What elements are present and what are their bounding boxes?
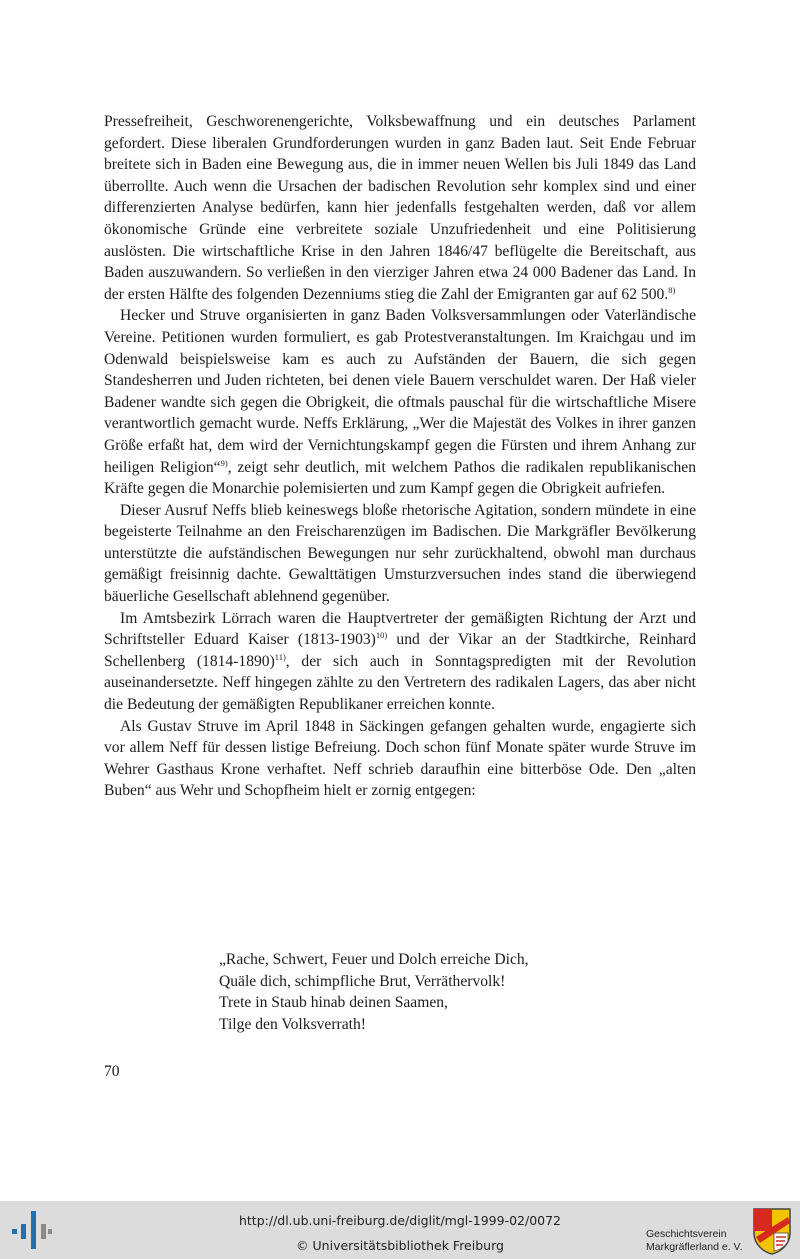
paragraph-1: Pressefreiheit, Geschworenengerichte, Volksbewaffnung und ein deutsches Parlament gefordert. Diese liberalen Grundforderungen wurden in ganz Baden laut. Seit Ende Februar breitete sich in Baden eine Bewegung aus, die in immer neuen Wellen bis Juli 1849 das Land überrollte. Auch wenn die Ursachen der badischen Revolution sehr komplex sind und einer differenzierten Analyse bedürfen, kann hier jedenfalls festgehalten werden, daß vor allem ökonomische Gründe eine verbreitete soziale Unzufriedenheit und eine Politisierung auslösten. Die wirtschaftliche Krise in den Jahren 1846/47 beflügelte die Bereitschaft, aus Baden auszuwandern. So verließen in den vierziger Jahren etwa 24 000 Badener das Land. In der ersten Hälfte des folgenden Dezenniums stieg die Zahl der Emigranten gar auf 62 500.$^{8)}$ (104, 113, 696, 303)
poem-line: „Rache, Schwert, Feuer und Dolch erreiche Dich, (219, 951, 529, 968)
footer-bar (0, 1201, 800, 1259)
footer-copyright: © Universitätsbibliothek Freiburg (296, 1238, 504, 1253)
coat-of-arms-icon (752, 1207, 792, 1255)
poem-line: Tilge den Volksverrath! (219, 1015, 366, 1033)
footnote-ref-10[interactable]: 10) (375, 630, 388, 641)
footnote-ref-11[interactable]: 11) (274, 651, 286, 662)
paragraph-2: Hecker und Struve organisierten in ganz Baden Volksversammlungen oder Vaterländische Vereine. Petitionen wurden formuliert, es gab Protestveranstaltungen. Im Kraichgau und im Odenwald beispielsweise kam es auch zu Aufständen der Bauern, die sich gegen Standesherren und Juden richteten, bei denen viele Bauern verschuldet waren. Der Haß vieler Badener wandte sich gegen die Obrigkeit, die oftmals pauschal für die wirtschaftliche Misere verantwortlich gemacht wurde. Neffs Erklärung, „Wer die Majestät des Volkes in ihrer ganzen Größe erfaßt hat, dem wird der Vernichtungskampf gegen die Fürsten und ihrem Anhang zur heiligen Religion“$^{9)}$, zeigt sehr deutlich, mit welchem Pathos die radikalen republikanischen Kräfte gegen die Monarchie polemisierten und zum Kampf gegen die Obrigkeit aufriefen. (104, 307, 696, 498)
footer-url-link[interactable]: http://dl.ub.uni-freiburg.de/diglit/mgl-1999-02/0072 (238, 1213, 562, 1228)
poem-quote (219, 949, 679, 1035)
footnote-ref-8[interactable]: 8) (668, 284, 676, 295)
society-name: Geschichtsverein Markgräflerland e. V. (646, 1228, 743, 1253)
paragraph-5: Als Gustav Struve im April 1848 in Säckingen gefangen gehalten wurde, engagierte sich vor allem Neff für dessen listige Befreiung. Doch schon fünf Monate später wurde Struve im Wehrer Gasthaus Krone verhaftet. Neff schrieb daraufhin eine bitterböse Ode. Den „alten Buben“ aus Wehr und Schopfheim hielt er zornig entgegen: (104, 717, 696, 800)
page-number: 70 (104, 1063, 120, 1080)
paragraph-3: Dieser Ausruf Neffs blieb keineswegs bloße rhetorische Agitation, sondern mündete in eine begeisterte Teilnahme an den Freischarenzügen im Badischen. Die Markgräfler Bevölkerung unterstützte die aufständischen Bewegungen nur sehr zurückhaltend, obwohl man durchaus gemäßigt freisinnig dachte. Gewalttätigen Umsturzversuchen indes stand die überwiegend bäuerliche Gesellschaft ablehnend gegenüber. (104, 501, 696, 606)
poem-line: Trete in Staub hinab deinen Saamen, (219, 994, 448, 1012)
main-text (104, 111, 696, 802)
poem-line: Quäle dich, schimpfliche Brut, Verräthervolk! (219, 972, 506, 990)
footnote-ref-9[interactable]: 9) (220, 457, 228, 468)
paragraph-4: Im Amtsbezirk Lörrach waren die Hauptvertreter der gemäßigten Richtung der Arzt und Schriftsteller Eduard Kaiser (1813-1903)$^{10)}$ und der Vikar an der Stadtkirche, Reinhard Schellenberg (1814-1890)$^{11)}$, der sich auch in Sonntagspredigten mit der Revolution auseinandersetzte. Neff hingegen zählte zu den Vertretern des radikalen Lagers, das aber nicht die Bedeutung der gemäßigten Republikaner erreichen konnte. (104, 609, 696, 714)
